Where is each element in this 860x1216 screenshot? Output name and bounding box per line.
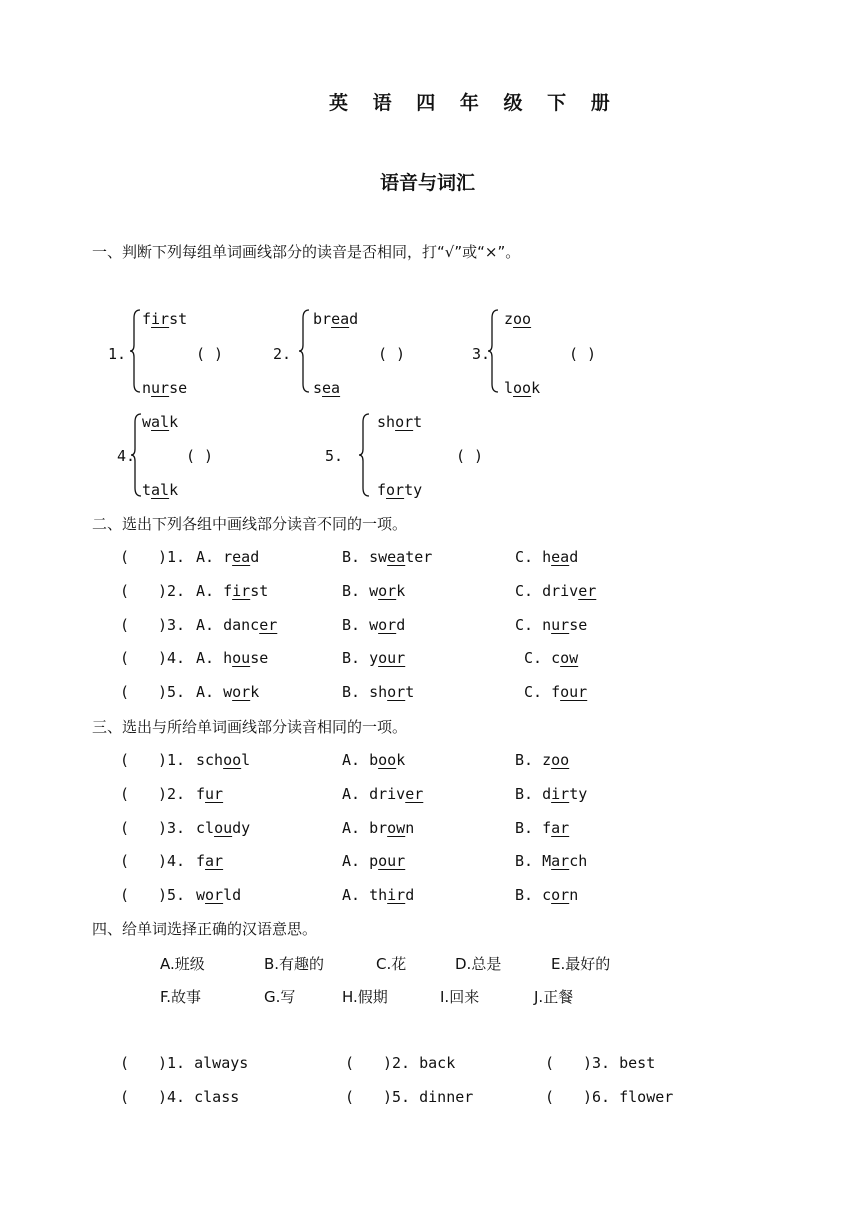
given-word [196, 852, 223, 870]
word-top-u: al [151, 413, 170, 431]
option-c-pre: h [542, 548, 552, 566]
meaning-option: F.故事 [160, 988, 201, 1006]
given-word [196, 751, 250, 769]
option-a-letter: A. [196, 683, 215, 702]
answer-blank[interactable]: ( [120, 751, 130, 769]
option-a-pre: p [369, 852, 379, 871]
option-a [342, 785, 423, 803]
word-bottom [313, 379, 340, 397]
option-b-u: ir [551, 784, 570, 803]
option-c-letter: C. [524, 649, 543, 668]
question-number: )2. [158, 784, 186, 803]
answer-blank[interactable]: ( [120, 886, 130, 905]
option-b-u: or [378, 581, 397, 600]
answer-blank[interactable]: ( ) [196, 345, 224, 363]
word-bottom [142, 481, 178, 499]
option-b-pre: w [369, 581, 379, 600]
option-b-post: t [405, 683, 415, 702]
option-b-pre: c [542, 886, 552, 905]
option-b [342, 683, 414, 701]
given-word-u: ou [214, 818, 233, 837]
option-b-pre: w [369, 615, 379, 634]
option-c-letter: C. [515, 615, 534, 634]
option-c-letter: C. [524, 683, 543, 702]
option-a-post: se [250, 649, 269, 668]
option-a-pre: r [223, 548, 233, 566]
option-c-letter: C. [515, 548, 534, 566]
question-number: )2. [158, 581, 186, 600]
option-b-post: ty [569, 784, 588, 803]
option-a-letter: A. [196, 615, 215, 634]
question-number: )4. [158, 852, 186, 871]
brace-icon-path [488, 310, 498, 392]
answer-blank[interactable]: ( [120, 1088, 130, 1106]
option-a-letter: A. [342, 886, 361, 905]
option-a-u: er [259, 615, 278, 634]
option-b-u: ar [551, 852, 570, 871]
option-b-letter: B. [515, 818, 534, 837]
section3-heading: 三、选出与所给单词画线部分读音相同的一项。 [92, 718, 408, 736]
word-top [377, 413, 422, 431]
brace-icon-path [359, 414, 369, 496]
option-a-letter: A. [196, 649, 215, 668]
word-bottom-pre: t [142, 481, 152, 499]
word-bottom-pre: s [313, 379, 323, 397]
option-a-pre: danc [223, 615, 260, 634]
answer-blank[interactable]: ( [120, 581, 130, 600]
answer-blank[interactable]: ( [345, 1088, 355, 1106]
item-number: 1. [108, 345, 127, 363]
word-bottom [377, 481, 422, 499]
option-a-letter: A. [342, 751, 361, 769]
given-word-pre: f [196, 784, 206, 803]
given-word-pre: f [196, 852, 206, 871]
word-top-post: t [413, 413, 423, 431]
question-number: )3. [158, 615, 186, 634]
given-word-post: dy [232, 818, 251, 837]
vocab-item: )1. always [158, 1054, 249, 1072]
option-c-u: ur [551, 615, 570, 634]
option-c-post: se [569, 615, 588, 634]
option-b-pre: d [542, 784, 552, 803]
option-b-post: ch [569, 852, 588, 871]
option-b-u: our [378, 649, 406, 668]
word-bottom [504, 379, 540, 397]
given-word-u: or [205, 886, 224, 905]
brace-icon [488, 310, 500, 392]
option-a-post: d [250, 548, 260, 566]
option-c-letter: C. [515, 581, 534, 600]
word-top [142, 310, 187, 328]
answer-blank[interactable]: ( [120, 784, 130, 803]
option-b [515, 785, 587, 803]
option-b-u: ea [387, 548, 406, 566]
option-a-pre: br [369, 818, 388, 837]
answer-blank[interactable]: ( ) [378, 345, 406, 363]
given-word-u: ar [205, 852, 224, 871]
option-a-post: d [405, 886, 415, 905]
option-a-u: ea [232, 548, 251, 566]
word-bottom-u: or [386, 481, 405, 499]
option-b-letter: B. [342, 615, 361, 634]
option-c-u: ow [560, 649, 579, 668]
option-a [342, 886, 414, 904]
word-bottom-post: k [531, 379, 541, 397]
word-bottom-u: al [151, 481, 170, 499]
option-b [342, 582, 405, 600]
item-number: 3. [472, 345, 491, 363]
option-a-letter: A. [342, 818, 361, 837]
given-word-pre: w [196, 886, 206, 905]
given-word-post: l [241, 751, 251, 769]
answer-blank[interactable]: ( [120, 615, 130, 634]
word-top [142, 413, 178, 431]
option-b-pre: y [369, 649, 379, 668]
brace-icon-path [130, 310, 140, 392]
option-a-post: k [396, 751, 406, 769]
word-top-post: k [169, 413, 179, 431]
word-bottom-pre: l [504, 379, 514, 397]
option-b-letter: B. [342, 548, 361, 566]
option-b-letter: B. [515, 852, 534, 871]
word-top [313, 310, 358, 328]
question-number: )5. [158, 886, 186, 905]
meaning-option: G.写 [264, 988, 296, 1006]
option-b-post: ter [405, 548, 433, 566]
brace-icon [299, 310, 311, 392]
option-b-letter: B. [342, 649, 361, 668]
word-bottom-post: ty [404, 481, 423, 499]
option-a-u: our [378, 852, 406, 871]
option-b-pre: M [542, 852, 552, 871]
word-top-pre: sh [377, 413, 396, 431]
option-a-pre: w [223, 683, 233, 702]
option-a-letter: A. [342, 784, 361, 803]
given-word [196, 819, 250, 837]
word-top-pre: w [142, 413, 152, 431]
word-top-u: or [395, 413, 414, 431]
option-a-pre: driv [369, 784, 406, 803]
meaning-option: D.总是 [455, 955, 502, 973]
meaning-option: H.假期 [342, 988, 388, 1006]
option-b-post: n [569, 886, 579, 905]
option-b [515, 819, 569, 837]
option-b [515, 886, 578, 904]
meaning-option: I.回来 [440, 988, 480, 1006]
question-number: )5. [158, 683, 186, 702]
question-number: )4. [158, 649, 186, 668]
given-word [196, 785, 223, 803]
word-bottom-post: k [169, 481, 179, 499]
answer-blank[interactable]: ( ) [186, 447, 214, 465]
option-a-u: ir [387, 886, 406, 905]
option-b-letter: B. [515, 751, 534, 769]
option-a [196, 616, 277, 634]
option-c [524, 683, 587, 701]
option-b-pre: f [542, 818, 552, 837]
word-bottom-post: se [169, 379, 188, 397]
question-number: )1. [158, 751, 186, 769]
option-a-post: st [250, 581, 269, 600]
option-b-letter: B. [342, 581, 361, 600]
option-b-u: ar [551, 818, 570, 837]
option-b [342, 548, 432, 566]
word-top-pre: br [313, 310, 332, 328]
option-b-u: or [378, 615, 397, 634]
answer-blank[interactable]: ( ) [569, 345, 597, 363]
word-bottom-u: ea [322, 379, 341, 397]
brace-icon [359, 414, 371, 496]
option-b-pre: z [542, 751, 552, 769]
option-a-u: oo [378, 751, 397, 769]
option-a-pre: b [369, 751, 379, 769]
option-a-u: ow [387, 818, 406, 837]
option-a-post: n [405, 818, 415, 837]
word-top-u: ir [151, 310, 170, 328]
option-c [515, 582, 596, 600]
option-b-letter: B. [515, 886, 534, 905]
option-a [196, 649, 268, 667]
option-c-post: d [569, 548, 579, 566]
option-b-letter: B. [515, 784, 534, 803]
option-a-letter: A. [196, 548, 215, 566]
option-a-pre: th [369, 886, 388, 905]
question-number: )3. [158, 818, 186, 837]
vocab-item: )2. back [383, 1054, 456, 1072]
meaning-option: B.有趣的 [264, 955, 325, 973]
given-word-post: ld [223, 886, 242, 905]
option-b-post: k [396, 581, 406, 600]
meaning-option: E.最好的 [551, 955, 611, 973]
answer-blank[interactable]: ( ) [456, 447, 484, 465]
answer-blank[interactable]: ( [120, 548, 130, 566]
option-a-u: or [232, 683, 251, 702]
item-number: 2. [273, 345, 292, 363]
word-top-pre: z [504, 310, 514, 328]
word-bottom-u: ur [151, 379, 170, 397]
vocab-item: )4. class [158, 1088, 240, 1106]
answer-blank[interactable]: ( [120, 1054, 130, 1072]
option-b-pre: sw [369, 548, 388, 566]
word-top-pre: f [142, 310, 152, 328]
word-top-u: ea [331, 310, 350, 328]
brace-icon-path [299, 310, 309, 392]
answer-blank[interactable]: ( [120, 683, 130, 702]
word-bottom-pre: f [377, 481, 387, 499]
vocab-item: )5. dinner [383, 1088, 474, 1106]
option-c-u: ea [551, 548, 570, 566]
section2-heading: 二、选出下列各组中画线部分读音不同的一项。 [92, 515, 408, 533]
answer-blank[interactable]: ( [120, 818, 130, 837]
option-b-letter: B. [342, 683, 361, 702]
option-a [196, 548, 259, 566]
page-title: 英 语 四 年 级 下 册 [329, 92, 619, 114]
word-bottom-pre: n [142, 379, 152, 397]
meaning-option: J.正餐 [534, 988, 574, 1006]
option-c-pre: f [551, 683, 561, 702]
option-a [196, 582, 268, 600]
option-a-u: ou [232, 649, 251, 668]
option-b-u: oo [551, 751, 570, 769]
option-c-pre: n [542, 615, 552, 634]
given-word-u: ur [205, 784, 224, 803]
given-word-pre: sch [196, 751, 224, 769]
word-top [504, 310, 531, 328]
option-b [342, 616, 405, 634]
item-number: 4. [117, 447, 136, 465]
option-a-letter: A. [196, 581, 215, 600]
word-top-post: d [349, 310, 359, 328]
word-top-u: oo [513, 310, 532, 328]
option-a [342, 751, 405, 769]
option-a-post: k [250, 683, 260, 702]
answer-blank[interactable]: ( [545, 1088, 555, 1106]
brace-icon [130, 310, 142, 392]
vocab-item: )6. flower [583, 1088, 674, 1106]
option-a-pre: h [223, 649, 233, 668]
word-top-post: st [169, 310, 188, 328]
option-a-u: er [405, 784, 424, 803]
option-b-post: d [396, 615, 406, 634]
word-bottom [142, 379, 187, 397]
word-bottom-u: oo [513, 379, 532, 397]
section4-heading: 四、给单词选择正确的汉语意思。 [92, 920, 318, 938]
given-word [196, 886, 241, 904]
option-a-u: ir [232, 581, 251, 600]
option-c [515, 548, 578, 566]
option-a [342, 852, 405, 870]
option-b-u: or [387, 683, 406, 702]
option-a-pre: f [223, 581, 233, 600]
answer-blank[interactable]: ( [545, 1054, 555, 1072]
option-b-u: or [551, 886, 570, 905]
option-a-letter: A. [342, 852, 361, 871]
option-b [515, 852, 587, 870]
option-b [515, 751, 569, 769]
option-a [196, 683, 259, 701]
given-word-pre: cl [196, 818, 215, 837]
option-c-pre: driv [542, 581, 579, 600]
option-b [342, 649, 405, 667]
option-c-u: our [560, 683, 588, 702]
section-subtitle: 语音与词汇 [380, 172, 476, 194]
option-c [515, 616, 587, 634]
section1-heading: 一、判断下列每组单词画线部分的读音是否相同，打“√”或“×”。 [92, 243, 521, 261]
option-a [342, 819, 414, 837]
answer-blank[interactable]: ( [345, 1054, 355, 1072]
item-number: 5. [325, 447, 344, 465]
vocab-item: )3. best [583, 1054, 656, 1072]
answer-blank[interactable]: ( [120, 649, 130, 668]
option-c-pre: c [551, 649, 561, 668]
option-c [524, 649, 578, 667]
given-word-u: oo [223, 751, 242, 769]
meaning-option: C.花 [376, 955, 407, 973]
meaning-option: A.班级 [160, 955, 205, 973]
answer-blank[interactable]: ( [120, 852, 130, 871]
option-c-u: er [578, 581, 597, 600]
question-number: )1. [158, 548, 186, 566]
option-b-pre: sh [369, 683, 388, 702]
brace-icon-path [131, 414, 141, 496]
